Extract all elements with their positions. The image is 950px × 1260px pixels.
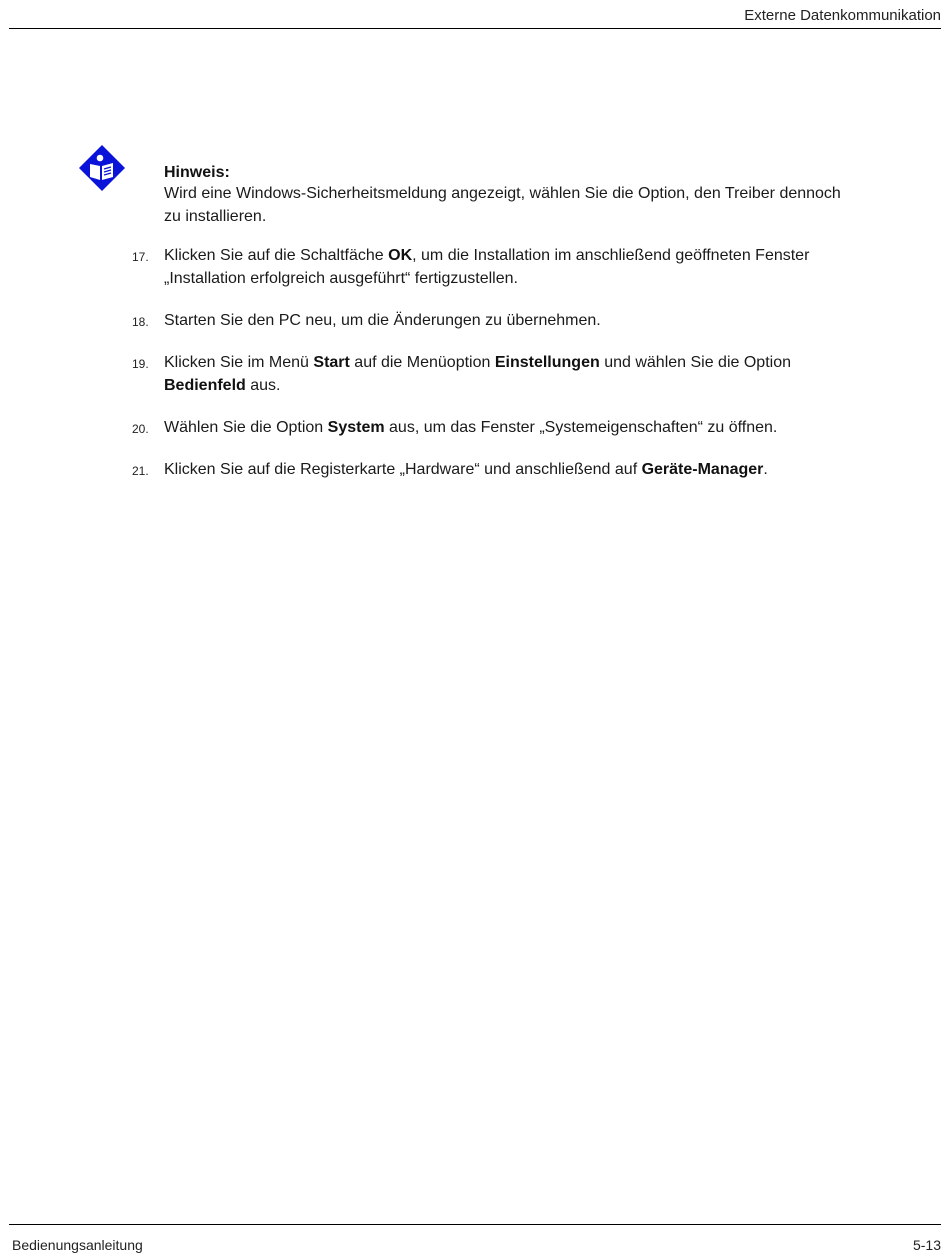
step-number: 17. — [132, 250, 149, 264]
note-body — [164, 163, 844, 228]
einstellungen-reference: Einstellungen — [494, 354, 600, 371]
page-footer — [9, 1224, 941, 1260]
note-heading: Hinweis: — [164, 164, 230, 181]
document-name: Bedienungsanleitung — [12, 1237, 143, 1253]
step-20: 20. Wählen Sie die Option System aus, um das Fenster „Systemeigenschaften“ zu öffnen. — [132, 416, 832, 439]
step-21: 21. Klicken Sie auf die Registerkarte „Hardware“ und anschließend auf Geräte-Manager. — [132, 458, 832, 481]
bedienfeld-reference: Bedienfeld — [164, 377, 246, 394]
step-19: 19. Klicken Sie im Menü Start auf die Menüoption Einstellungen und wählen Sie die Option Bedienfeld aus. — [132, 354, 791, 394]
step-number: 19. — [132, 357, 149, 371]
chapter-title: Externe Datenkommunikation — [744, 7, 941, 24]
step-17: 17. Klicken Sie auf die Schaltfäche OK, um die Installation im anschließend geöffneten Fenster „Installation erfolgreich ausgeführt“ fertigzustellen. — [132, 247, 810, 287]
page-header — [9, 0, 941, 29]
geraete-manager-reference: Geräte-Manager — [641, 461, 764, 478]
step-number: 21. — [132, 464, 149, 478]
note-text: Wird eine Windows-Sicherheitsmeldung angezeigt, wählen Sie die Option, den Treiber dennoch zu installieren. — [164, 185, 841, 225]
start-menu-reference: Start — [313, 354, 350, 371]
manual-reader-icon — [78, 144, 126, 192]
system-reference: System — [327, 419, 385, 436]
step-number: 20. — [132, 422, 149, 436]
ok-button-reference: OK — [388, 247, 413, 264]
step-18: 18. Starten Sie den PC neu, um die Änderungen zu übernehmen. — [132, 309, 832, 332]
instruction-steps — [132, 244, 832, 500]
step-number: 18. — [132, 315, 149, 329]
page-number: 5-13 — [912, 1237, 941, 1253]
